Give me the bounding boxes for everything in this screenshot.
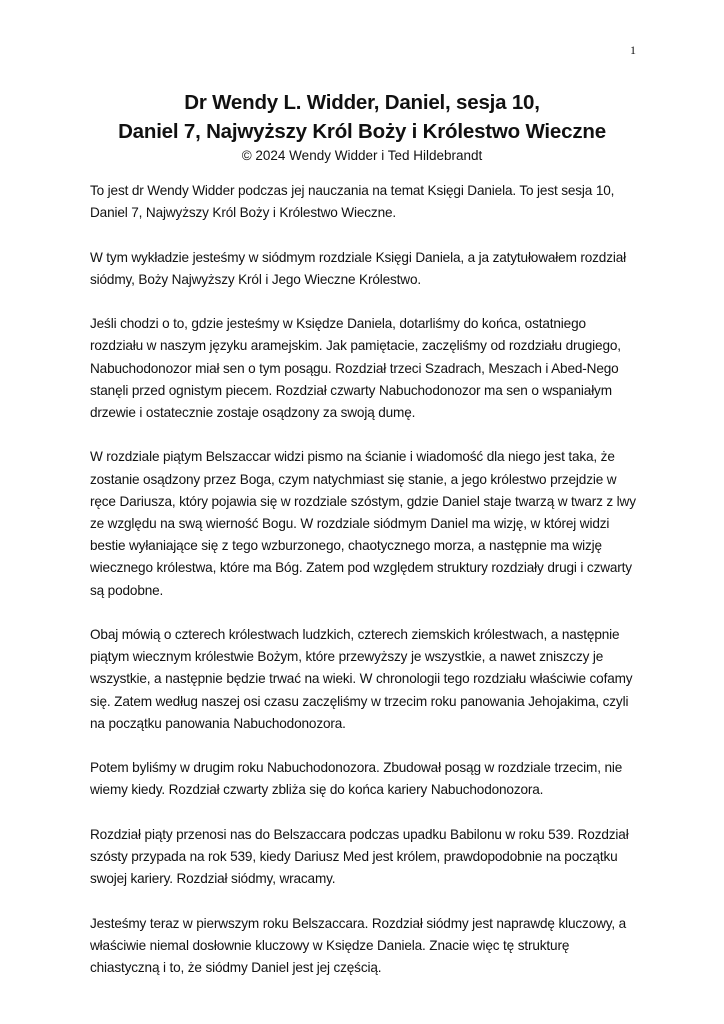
paragraph-3: Jeśli chodzi o to, gdzie jesteśmy w Księdze Daniela, dotarliśmy do końca, ostatniego rozdziału w naszym języku aramejskim. Jak pamiętacie, zaczęliśmy od rozdziału drugiego, Nabuchodonozor miał sen o tym posągu. Rozdział trzeci Szadrach, Meszach i Abed-Nego stanęli przed ognistym piecem. Rozdział czwarty Nabuchodonozor ma sen o wspaniałym drzewie i ostatecznie zostaje osądzony za swoją dumę. xyxy=(90,316,621,420)
paragraph-8: Jesteśmy teraz w pierwszym roku Belszaccara. Rozdział siódmy jest naprawdę kluczowy, a właściwie niemal dosłownie kluczowy w Księdze Daniela. Znacie więc tę strukturę chiastyczną i to, że siódmy Daniel jest jej częścią. xyxy=(90,915,627,975)
paragraph-4: W rozdziale piątym Belszaccar widzi pismo na ścianie i wiadomość dla niego jest taka, że zostanie osądzony przez Boga, czym natychmiast się stanie, a jego królestwo przejdzie w ręce Dariusza, który pojawia się w rozdziale szóstym, gdzie Daniel staje twarzą w twarz z lwy ze względu na swą wierność Bogu. W rozdziale siódmym Daniel ma wizję, w której widzi bestie wyłaniające się z tego wzburzonego, chaotycznego morza, a następnie ma wizję wiecznego królestwa, które ma Bóg. Zatem pod względem struktury rozdziały drugi i czwarty są podobne. xyxy=(90,449,636,598)
paragraph-5: Obaj mówią o czterech królestwach ludzkich, czterech ziemskich królestwach, a następnie piątym wiecznym królestwie Bożym, które przewyższy je wszystkie, a nawet zniszczy je wszystkie, a następnie będzie trwać na wieki. W chronologii tego rozdziału właściwie cofamy się. Zatem według naszej osi czasu zaczęliśmy w trzecim roku panowania Jehojakima, czyli na początku panowania Nabuchodonozora. xyxy=(90,627,633,731)
page-number: 1 xyxy=(630,43,636,57)
title-line-2: Daniel 7, Najwyższy Król Boży i Królestwo Wieczne xyxy=(118,120,606,143)
paragraph-7: Rozdział piąty przenosi nas do Belszaccara podczas upadku Babilonu w roku 539. Rozdział szósty przypada na rok 539, kiedy Dariusz Med jest królem, prawdopodobnie na początku swojej kariery. Rozdział siódmy, wracamy. xyxy=(90,826,629,887)
document-header xyxy=(100,88,624,165)
copyright-notice: © 2024 Wendy Widder i Ted Hildebrandt xyxy=(241,148,483,163)
paragraph-2: W tym wykładzie jesteśmy w siódmym rozdziale Księgi Daniela, a ja zatytułowałem rozdział siódmy, Boży Najwyższy Król i Jego Wieczne Królestwo. xyxy=(90,249,627,287)
document-body xyxy=(90,180,638,1001)
title-line-1: Dr Wendy L. Widder, Daniel, sesja 10, xyxy=(184,91,540,114)
paragraph-1: To jest dr Wendy Widder podczas jej nauczania na temat Księgi Daniela. To jest sesja 10, Daniel 7, Najwyższy Król Boży i Królestwo Wieczne. xyxy=(90,183,615,221)
paragraph-6: Potem byliśmy w drugim roku Nabuchodonozora. Zbudował posąg w rozdziale trzecim, nie wiemy kiedy. Rozdział czwarty zbliża się do końca kariery Nabuchodonozora. xyxy=(90,760,623,798)
